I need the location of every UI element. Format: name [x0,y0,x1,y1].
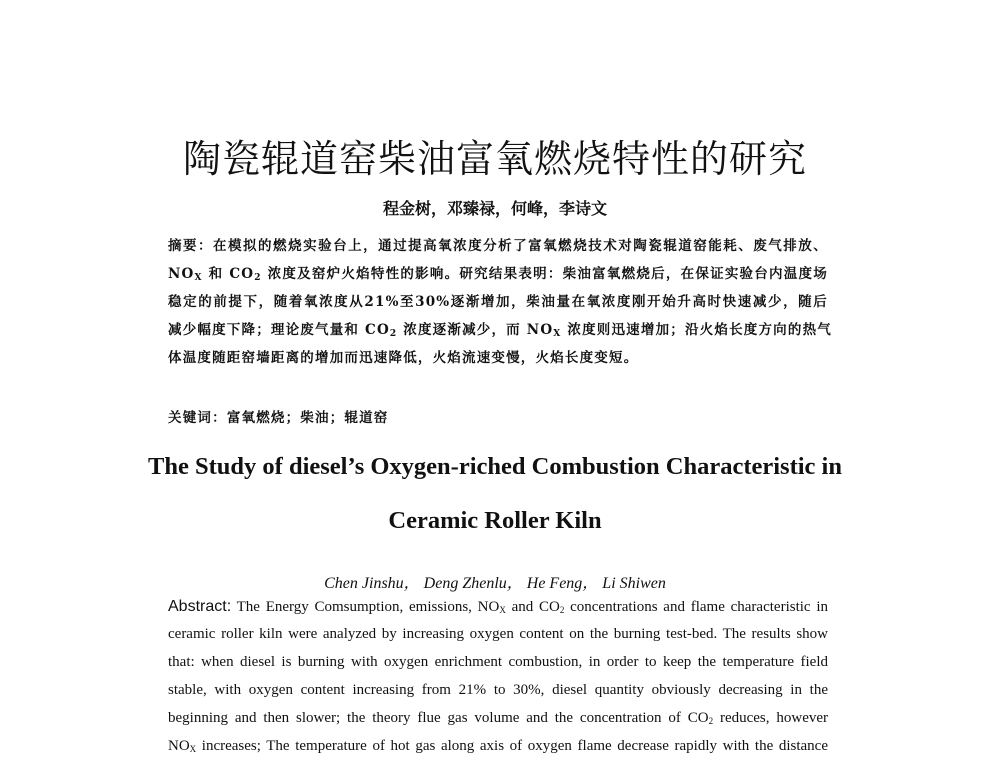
abstract-line: stable, with oxygen content increasing from 21% to 30%, diesel quantity obviously decreasing in the [168,682,828,698]
subscript: 2 [559,605,565,615]
abstract-line: 稳定的前提下，随着氧浓度从21%至30%逐渐增加，柴油量在氧浓度刚开始升高时快速减少，随后 [168,294,828,310]
subscript: X [499,605,506,615]
keywords [168,406,828,426]
english-title-line2: Ceramic Roller Kiln [388,507,602,534]
english-title-line1: The Study of diesel’s Oxygen-riched Combustion Characteristic in [148,453,842,480]
abstract-line [168,234,828,254]
text: The Energy Comsumption, emissions, NO [231,599,500,615]
keywords-text: 富氧燃烧；柴油；辊道窑 [226,410,389,426]
chinese-title: 陶瓷辊道窑柴油富氧燃烧特性的研究 [182,137,807,181]
subscript: 2 [254,273,262,283]
text: NO [168,738,190,754]
text: 浓度及窑炉火焰特性的影响。研究结果表明：柴油富氧燃烧后，在保证实验台内温度场 [261,266,828,282]
subscript: 2 [708,716,714,726]
text: concentrations and flame characteristic in [564,599,828,615]
text: 减少幅度下降；理论废气量和 CO [168,322,390,338]
abstract-line: ceramic roller kiln were analyzed by increasing oxygen content on the burning test-bed. The results show [168,626,828,642]
chinese-authors: 程金树，邓臻禄，何峰，李诗文 [382,199,607,218]
abstract-line [168,318,832,339]
text: and CO [505,599,560,615]
english-authors: Chen Jinshu， Deng Zhenlu， He Feng， Li Shiwen [324,575,666,592]
text: increases; The temperature of hot gas along axis of oxygen flame decrease rapidly with the distance [196,738,828,754]
subscript: X [189,744,197,754]
text: 在模拟的燃烧实验台上，通过提高氧浓度分析了富氧燃烧技术对陶瓷辊道窑能耗、废气排放、 [213,238,828,254]
text: NO [168,266,195,282]
abstract-line [168,710,828,727]
abstract-label: Abstract: [168,598,232,615]
abstract-label: 摘要： [168,238,214,254]
text: 浓度则迅速增加；沿火焰长度方向的热气 [561,322,832,338]
text: 和 CO [202,266,255,282]
subscript: X [194,273,203,283]
abstract-line [168,738,828,755]
subscript: X [553,329,562,339]
subscript: 2 [389,329,398,339]
abstract-line [168,262,828,283]
keywords-label: 关键词： [168,410,227,426]
abstract-line: 体温度随距窑墙距离的增加而迅速降低，火焰流速变慢，火焰长度变短。 [168,350,639,366]
text: 浓度逐渐减少，而 NO [397,322,554,338]
abstract-line [168,598,828,616]
abstract-line: that: when diesel is burning with oxygen enrichment combustion, in order to keep the temperature field [168,654,828,670]
text: reduces, however [713,710,829,726]
text: beginning and then slower; the theory flue gas volume and the concentration of CO [168,710,709,726]
